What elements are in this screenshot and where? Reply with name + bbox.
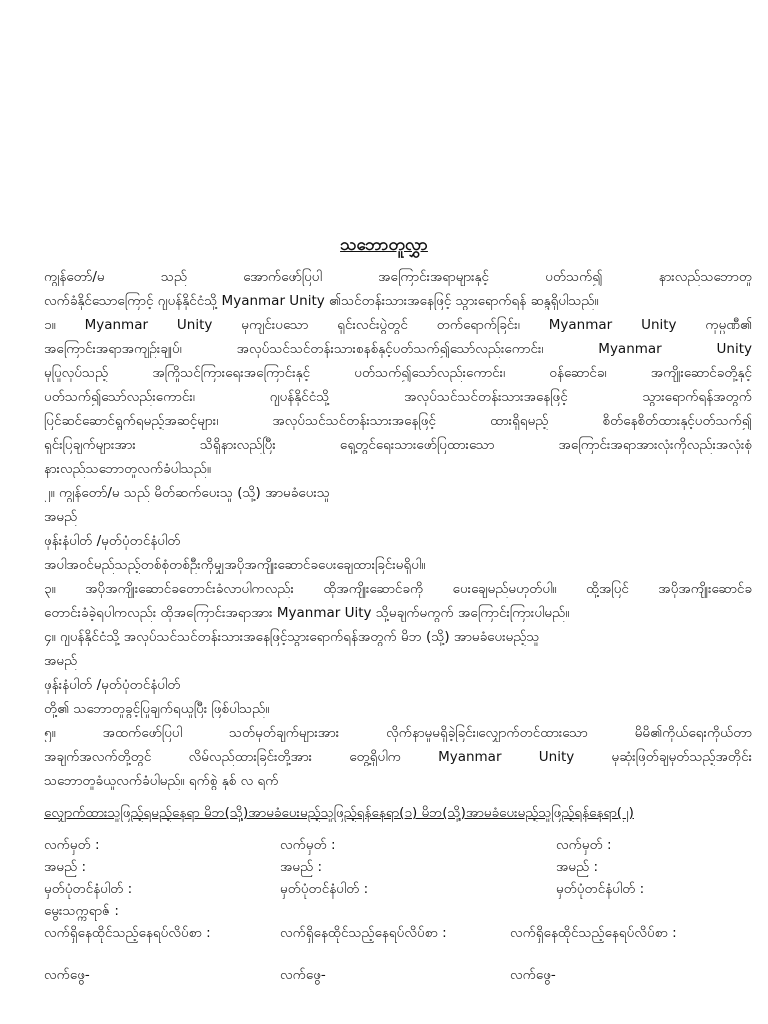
name-label: အမည် : <box>44 859 86 875</box>
paragraph-line: သဘောတူခံယူလက်ခံပါမည်။ ရက်စွဲ နှစ် လ ရက် <box>44 773 279 789</box>
phone-row <box>44 966 752 984</box>
paragraph-line: အမည် <box>44 509 78 525</box>
paragraph-line: ပတ်သက်၍သော်လည်းကောင်း၊ ဂျပန်နိုင်ငံသို့ အလုပ်သင်သင်တန်းသားအနေဖြင့် သွားရောက်ရန်အတွက် <box>44 389 752 405</box>
address-label: လက်ရှိနေထိုင်သည့်နေရပ်လိပ်စာ : <box>280 925 447 941</box>
nrc-label: မှတ်ပုံတင်နံပါတ် : <box>280 881 369 897</box>
phone-label: လက်ဖွေ- <box>510 967 556 983</box>
paragraph-line: အပါအဝင်မည်သည့်တစ်စုံတစ်ဦးကိုမျှအပိုအကျိုးဆောင်ခပေးချေထားခြင်းမရှိပါ။ <box>44 557 426 573</box>
paragraph-line: ၃။ အပိုအကျိုးဆောင်ခတောင်းခံလာပါကလည်း ထိုအကျိုးဆောင်ခကို ပေးချေမည်မဟုတ်ပါ။ ထို့အပြင် အပိုအကျိုးဆောင်ခ <box>44 581 752 597</box>
paragraph-line: ၄။ ဂျပန်နိုင်ငံသို့ အလုပ်သင်သင်တန်းသားအနေဖြင့်သွားရောက်ရန်အတွက် မိဘ (သို့) အာမခံပေးမည့်သူ <box>44 629 540 645</box>
paragraph-line: ရှင်းပြချက်များအား သိရှိနားလည်ပြီး ရှေ့တွင်ရေးသားဖော်ပြထားသော အကြောင်းအရာအားလုံးကိုလည်းအလုံးစုံ <box>44 437 752 453</box>
nrc-row <box>44 880 752 898</box>
paragraph-line: အကြောင်းအရာအကျဉ်းချုပ်၊ အလုပ်သင်သင်တန်းသားစနစ်နှင့်ပတ်သက်၍သော်လည်းကောင်း၊ Myanmar Unity <box>44 341 752 357</box>
paragraph-line: အချက်အလက်တို့တွင် လိမ်လည်ထားခြင်းတို့အား တွေ့ရှိပါက Myanmar Unity မှဆုံးဖြတ်ချမှတ်သည့်အတိုင်း <box>44 749 752 765</box>
paragraph-line: တို့၏ သဘောတူခွင့်ပြုချက်ရယူပြီး ဖြစ်ပါသည်။ <box>44 701 270 717</box>
signature-section-header: လျှောက်ထားသူဖြည့်ရမည့်နေရာ မိဘ(သို့)အာမခံပေးမည့်သူဖြည့်ရန်နေရာ(၁) မိဘ(သို့)အာမခံပေးမည့်သူဖြည့်ရန်နေရာ(၂) <box>44 805 634 821</box>
address-label: လက်ရှိနေထိုင်သည့်နေရပ်လိပ်စာ : <box>44 925 211 941</box>
paragraph-line: ၂။ ကျွန်တော်/မ သည် မိတ်ဆက်ပေးသူ (သို့) အာမခံပေးသူ <box>44 485 330 501</box>
address-row <box>44 924 752 942</box>
paragraph-line: တောင်းခံခဲ့ရပါကလည်း ထိုအကြောင်းအရာအား Myanmar Uity သို့မချက်မကွက် အကြောင်းကြားပါမည်။ <box>44 605 570 621</box>
paragraph-line: ပြင်ဆင်ဆောင်ရွက်ရမည့်အဆင့်များ၊ အလုပ်သင်သင်တန်းသားအနေဖြင့် ထားရှိရမည့် စိတ်နေစိတ်ထားနှင့်ပတ်သက်၍ <box>44 413 752 429</box>
dob-row <box>44 902 752 920</box>
nrc-label: မှတ်ပုံတင်နံပါတ် : <box>556 881 645 897</box>
signature-label: လက်မှတ် : <box>556 837 612 853</box>
dob-label: မွေးသက္ကရာဇ် : <box>44 903 119 919</box>
paragraph-line: လက်ခံနိုင်သောကြောင့် ဂျပန်နိုင်ငံသို့ Myanmar Unity ၏သင်တန်းသားအနေဖြင့် သွားရောက်ရန် ဆန္ဒရှိပါသည်။ <box>44 293 599 309</box>
paragraph-line: ကျွန်တော်/မ သည် အောက်ဖော်ပြပါ အကြောင်းအရာများနှင့် ပတ်သက်၍ နားလည်သဘောတူ <box>44 269 752 285</box>
phone-label: လက်ဖွေ- <box>44 967 90 983</box>
name-row <box>44 858 752 876</box>
name-label: အမည် : <box>556 859 598 875</box>
paragraph-line: ၅။ အထက်ဖော်ပြပါ သတ်မှတ်ချက်များအား လိုက်နာမှုမရှိခဲ့ခြင်း၊လျှောက်တင်ထားသော မိမိ၏ကိုယ်ရေးကိုယ်တာ <box>44 725 752 741</box>
address-label: လက်ရှိနေထိုင်သည့်နေရပ်လိပ်စာ : <box>510 925 677 941</box>
paragraph-line: ဖုန်းနံပါတ် /မှတ်ပုံတင်နံပါတ် <box>44 533 181 549</box>
signature-row <box>44 836 752 854</box>
paragraph-line: ၁။ Myanmar Unity မှကျင်းပသော ရှင်းလင်းပွဲတွင် တက်ရောက်ခြင်း၊ Myanmar Unity ကုမ္ပဏီ၏ <box>44 317 752 333</box>
signature-label: လက်မှတ် : <box>280 837 336 853</box>
nrc-label: မှတ်ပုံတင်နံပါတ် : <box>44 881 133 897</box>
phone-label: လက်ဖွေ- <box>280 967 326 983</box>
signature-label: လက်မှတ် : <box>44 837 100 853</box>
document-title: သဘောတူလွှာ <box>340 235 428 255</box>
name-label: အမည် : <box>280 859 322 875</box>
paragraph-line: နားလည်သဘောတူလက်ခံပါသည်။ <box>44 461 211 477</box>
paragraph-line: မှပြုလုပ်သည့် အကြိုသင်ကြားရေးအကြောင်းနှင့် ပတ်သက်၍သော်လည်းကောင်း၊ ဝန်ဆောင်ခ၊ အကျိုးဆောင်ခတို့နှင့် <box>44 365 752 381</box>
paragraph-line: ဖုန်းနံပါတ် /မှတ်ပုံတင်နံပါတ် <box>44 677 181 693</box>
paragraph-line: အမည် <box>44 653 78 669</box>
